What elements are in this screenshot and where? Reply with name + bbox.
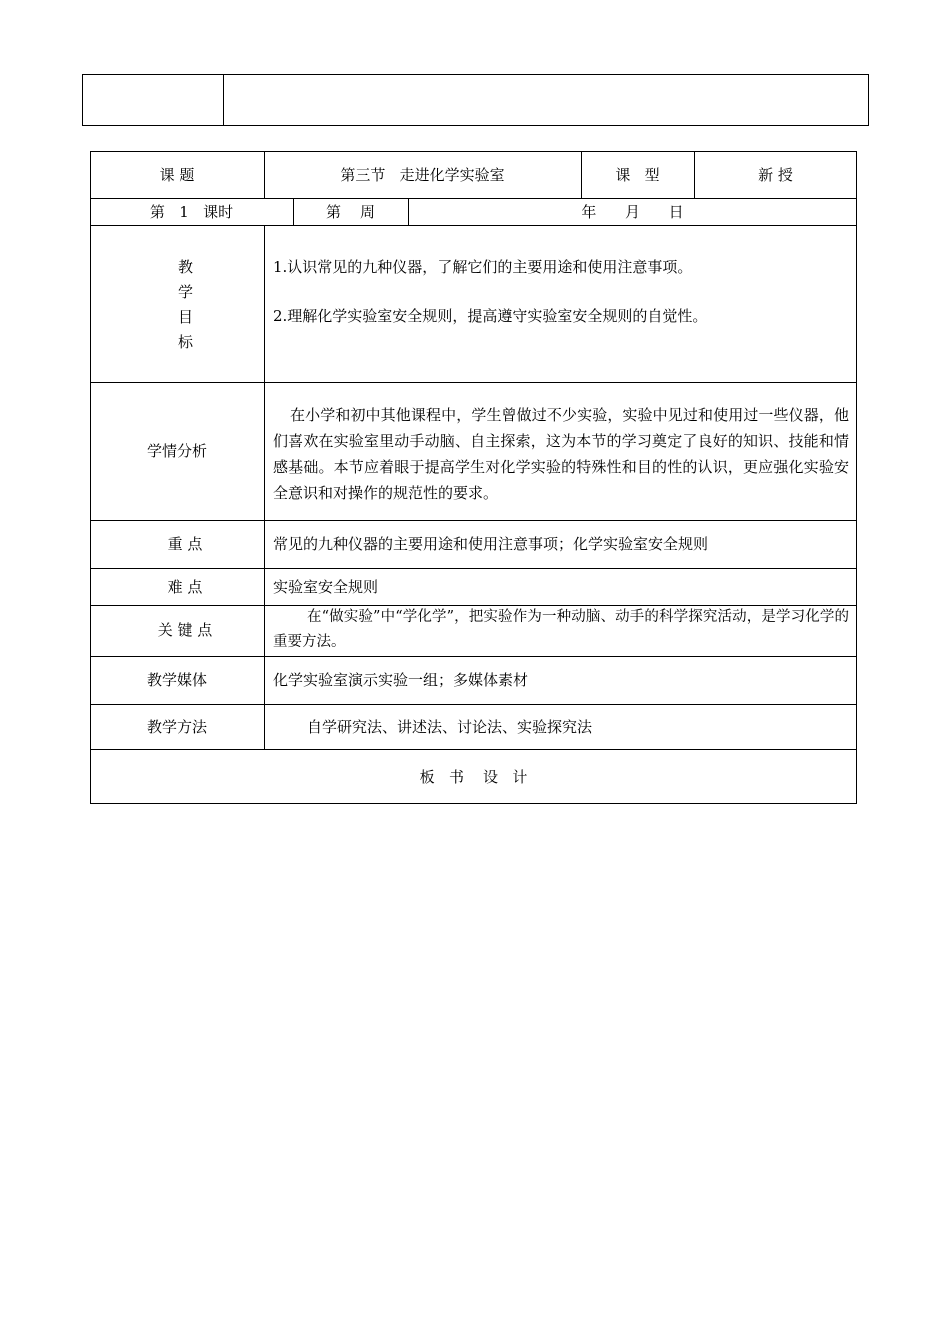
row-divider	[90, 568, 857, 569]
key-text: 常见的九种仪器的主要用途和使用注意事项；化学实验室安全规则	[273, 535, 709, 553]
top-table	[82, 74, 869, 126]
topic-label: 课 题	[159, 166, 195, 184]
keypoint-text: 在“做实验”中“学化学”，把实验作为一种动脑、动手的科学探究活动，是学习化学的重要方法。	[273, 609, 849, 650]
difficulty-text: 实验室安全规则	[273, 578, 379, 596]
objectives-label-char: 目	[178, 308, 194, 326]
period-label: 第 1 课时	[149, 203, 234, 221]
media-label: 教学媒体	[146, 671, 207, 689]
difficulty-label: 难 点	[167, 578, 203, 596]
row-divider	[90, 749, 857, 750]
key-label: 重 点	[167, 535, 203, 553]
row-divider	[90, 198, 857, 199]
row-divider	[90, 382, 857, 383]
type-value: 新 授	[758, 166, 793, 184]
objective-2: 2.理解化学实验室安全规则，提高遵守实验室安全规则的自觉性。	[273, 307, 708, 325]
type-label: 课 型	[615, 166, 660, 184]
row-divider	[90, 225, 857, 226]
top-table-divider	[223, 74, 224, 126]
topic-value: 第三节 走进化学实验室	[340, 166, 505, 184]
objectives-label-char: 学	[178, 283, 194, 301]
row-divider	[90, 704, 857, 705]
row-divider	[90, 520, 857, 521]
media-text: 化学实验室演示实验一组；多媒体素材	[273, 671, 529, 689]
col-divider	[264, 225, 265, 749]
analysis-text: 在小学和初中其他课程中，学生曾做过不少实验，实验中见过和使用过一些仪器，他们喜欢在实验室里动手动脑、自主探索，这为本节的学习奠定了良好的知识、技能和情感基础。本节应着眼于提高学生对化学实验的特殊性和目的性的认识，更应强化实验安全意识和对操作的规范性的要求。	[273, 406, 849, 502]
objective-1: 1.认识常见的九种仪器，了解它们的主要用途和使用注意事项。	[273, 258, 693, 276]
objectives-label-char: 教	[178, 258, 194, 276]
board-design-label: 板 书 设 计	[419, 768, 528, 786]
method-text: 自学研究法、讲述法、讨论法、实验探究法	[307, 718, 593, 736]
objectives-label-char: 标	[178, 333, 194, 351]
week-label: 第 周	[325, 203, 376, 221]
row-divider	[90, 656, 857, 657]
keypoint-label: 关 键 点	[157, 621, 213, 639]
date-label: 年 月 日	[581, 203, 684, 221]
method-label: 教学方法	[146, 718, 207, 736]
analysis-label: 学情分析	[146, 442, 207, 460]
